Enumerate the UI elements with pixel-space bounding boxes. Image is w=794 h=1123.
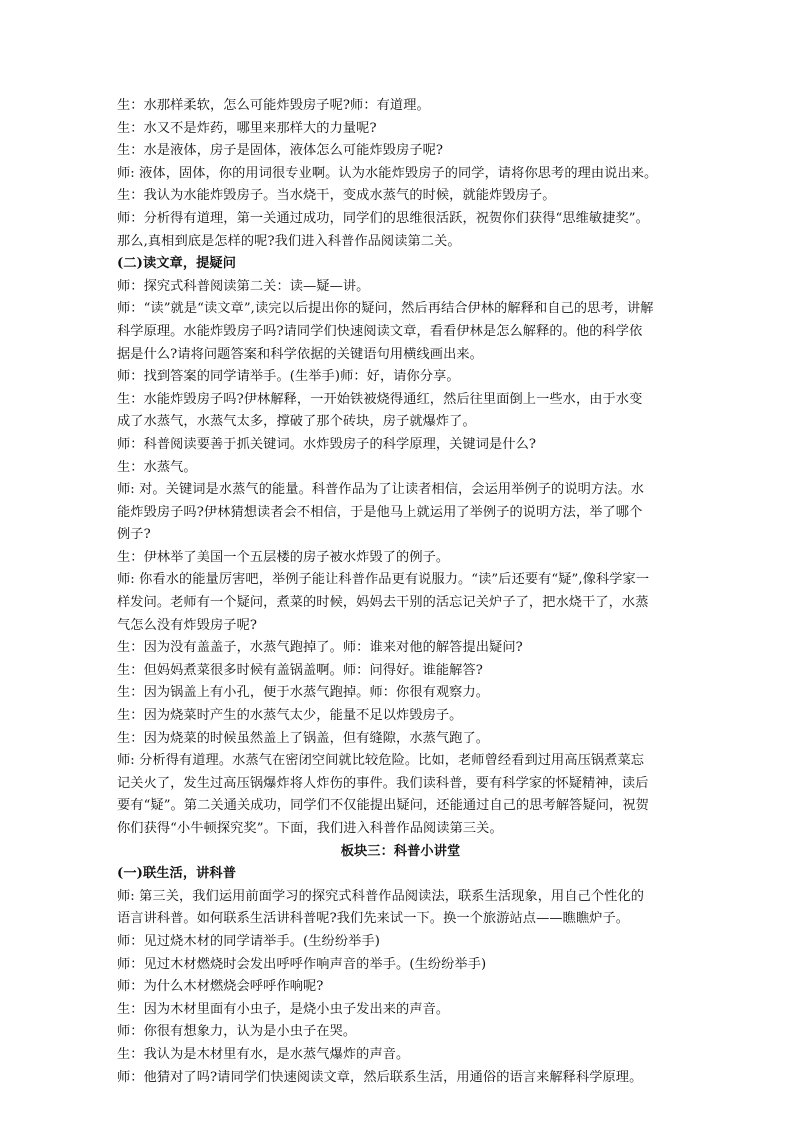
text-line: 师：“读”就是“读文章”,读完以后提出你的疑问，然后再结合伊林的解释和自己的思考，讲解 (117, 301, 654, 317)
text-line: 生：因为烧菜时产生的水蒸气太少，能量不足以炸毁房子。 (117, 708, 463, 724)
text-line: 师：见过木材燃烧时会发出呼呼作响声音的举手。(生纷纷举手) (117, 956, 487, 972)
section-heading: (二)读文章，提疑问 (117, 256, 236, 272)
text-line: 记关火了，发生过高压锅爆炸将人炸伤的事件。我们读科普，要有科学家的怀疑精神，读后 (117, 775, 649, 791)
text-line: 样发问。老师有一个疑问，煮菜的时候，妈妈去干别的活忘记关炉子了，把水烧干了，水蒸 (117, 595, 649, 611)
text-line: 师：你很有想象力，认为是小虫子在哭。 (117, 1024, 357, 1040)
text-line: 生：但妈妈煮菜很多时候有盖锅盖啊。师：问得好。谁能解答? (117, 662, 483, 678)
text-line: 师: 第三关，我们运用前面学习的探究式科普作品阅读法，联系生活现象，用自己个性化的 (117, 888, 645, 904)
text-line: 师: 分析得有道理。水蒸气在密闭空间就比较危险。比如，老师曾经看到过用高压锅煮菜忘 (117, 753, 645, 769)
text-line: 师: 你看水的能量厉害吧，举例子能让科普作品更有说服力。“读”后还要有“疑”,像科学家一 (117, 572, 650, 588)
text-line: 生：水那样柔软，怎么可能炸毁房子呢?师：有道理。 (117, 98, 430, 113)
text-line: 要有“疑”。第二关通关成功，同学们不仅能提出疑问，还能通过自己的思考解答疑问，祝贺 (117, 798, 649, 814)
document-page (117, 95, 684, 1089)
text-line: 生：因为锅盖上有小孔，便于水蒸气跑掉。师：你很有观察力。 (117, 685, 490, 701)
text-line: 师：科普阅读要善于抓关键词。水炸毁房子的科学原理，关键词是什么? (117, 436, 537, 452)
text-line: 生：水蒸气。 (117, 459, 197, 475)
text-line: 师: 对。关键词是水蒸气的能量。科普作品为了让读者相信，会运用举例子的说明方法。水 (117, 482, 645, 498)
block-heading: 板块三：科普小讲堂 (340, 843, 461, 859)
text-line: 生：我认为是木材里有水，是水蒸气爆炸的声音。 (117, 1046, 410, 1062)
text-line: 师：为什么木材燃烧会呼呼作响呢? (117, 979, 324, 995)
text-line: 你们获得“小牛顿探究奖”。下面，我们进入科普作品阅读第三关。 (117, 821, 503, 836)
text-line: 生：水能炸毁房子吗?伊林解释，一开始铁被烧得通红，然后往里面倒上一些水，由于水变 (117, 391, 643, 407)
text-line: 例子? (117, 527, 151, 543)
text-line: 那么,真相到底是怎样的呢?我们进入科普作品阅读第二关。 (117, 233, 461, 249)
text-line: 生：因为没有盖盖子，水蒸气跑掉了。师：谁来对他的解答提出疑问? (117, 640, 523, 656)
text-line: 生：我认为水能炸毁房子。当水烧干，变成水蒸气的时候，就能炸毁房子。 (117, 188, 556, 204)
text-line: 师：探究式科普阅读第二关：读—疑—讲。 (117, 278, 370, 294)
text-line: 能炸毁房子吗?伊林猜想读者会不相信，于是他马上就运用了举例子的说明方法，举了哪个 (117, 504, 643, 520)
text-line: 师：见过烧木材的同学请举手。(生纷纷举手) (117, 933, 380, 949)
text-line: 生：伊林举了美国一个五层楼的房子被水炸毁了的例子。 (117, 549, 450, 565)
text-line: 语言讲科普。如何联系生活讲科普呢?我们先来试一下。换一个旅游站点——瞧瞧炉子。 (117, 911, 630, 927)
text-line: 生：水又不是炸药，哪里来那样大的力量呢? (117, 120, 377, 136)
text-line: 气怎么没有炸毁房子呢? (117, 617, 258, 633)
section-heading: (一)联生活，讲科普 (117, 866, 236, 882)
text-line: 据是什么?请将问题答案和科学依据的关键语句用横线画出来。 (117, 346, 483, 362)
text-line: 师：找到答案的同学请举手。(生举手)师：好，请你分享。 (117, 369, 460, 385)
text-line: 师：分析得有道理，第一关通过成功，同学们的思维很活跃，祝贺你们获得“思维敏捷奖”。 (117, 210, 649, 226)
text-line: 生：水是液体，房子是固体，液体怎么可能炸毁房子呢? (117, 143, 444, 159)
text-line: 生：因为烧菜的时候虽然盖上了锅盖，但有缝隙，水蒸气跑了。 (117, 730, 490, 746)
text-line: 师: 液体，固体，你的用词很专业啊。认为水能炸毁房子的同学，请将你思考的理由说出来。 (117, 165, 658, 181)
text-line: 成了水蒸气，水蒸气太多，撑破了那个砖块，房子就爆炸了。 (117, 414, 476, 430)
text-line: 师：他猜对了吗?请同学们快速阅读文章，然后联系生活，用通俗的语言来解释科学原理。 (117, 1069, 643, 1085)
text-line: 科学原理。水能炸毁房子吗?请同学们快速阅读文章，看看伊林是怎么解释的。他的科学依 (117, 323, 643, 339)
text-line: 生：因为木材里面有小虫子，是烧小虫子发出来的声音。 (117, 1001, 450, 1017)
